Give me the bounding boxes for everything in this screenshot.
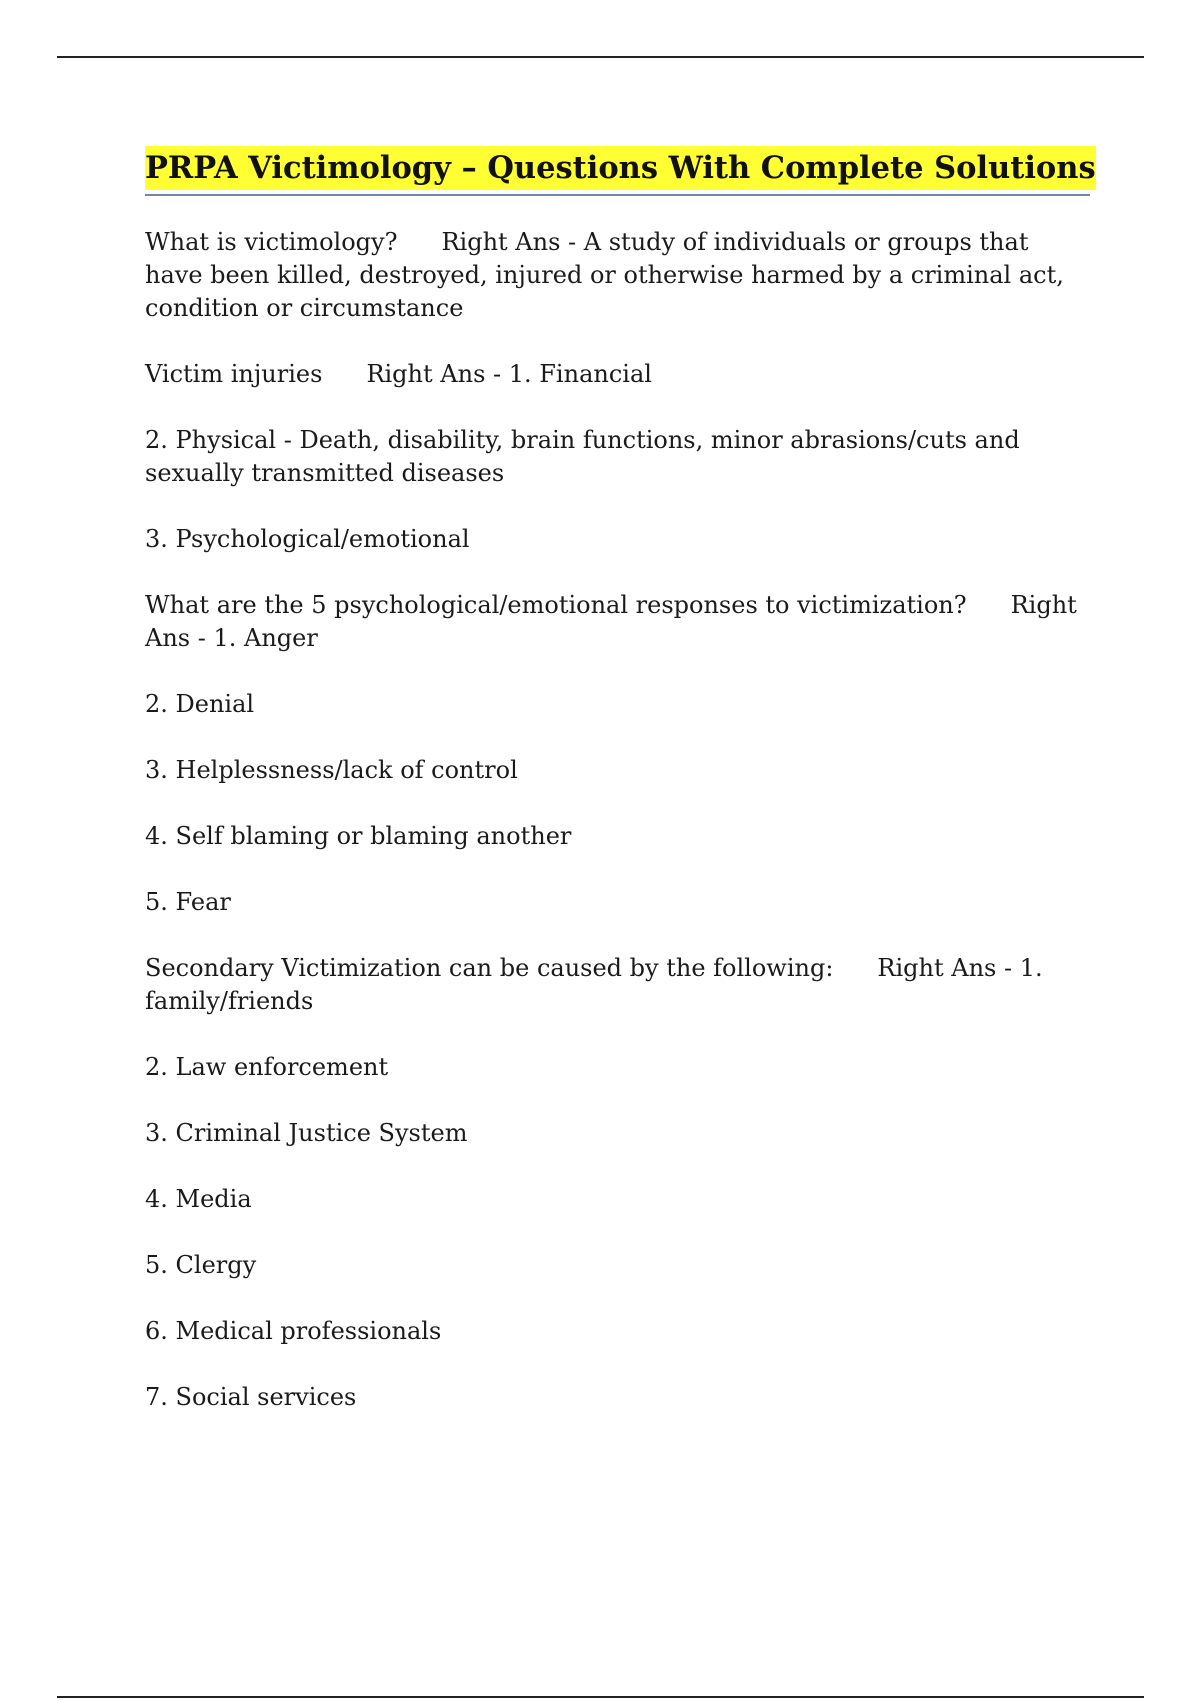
answer-marker: Right Ans -	[366, 360, 509, 388]
answer-line: 3. Criminal Justice System	[145, 1119, 468, 1147]
page-title: PRPA Victimology – Questions With Complete Solutions	[145, 146, 1096, 190]
question-text: Victim injuries	[145, 360, 323, 388]
answer-line: 3. Psychological/emotional	[145, 525, 470, 553]
answer-line: 2. Law enforcement	[145, 1053, 389, 1081]
answer-line: 7. Social services	[145, 1383, 357, 1411]
bottom-rule	[57, 1696, 1144, 1698]
document-body	[145, 146, 1096, 1447]
qa-item	[145, 589, 1090, 655]
qa-item	[145, 226, 1090, 325]
question-text: What is victimology?	[145, 228, 398, 256]
answer-line: 3. Helplessness/lack of control	[145, 756, 518, 784]
answer-line: 2. Physical - Death, disability, brain functions, minor abrasions/cuts and sexually transmitted diseases	[145, 426, 1020, 487]
qa-item	[145, 358, 1090, 391]
answer-line: 2. Denial	[145, 690, 255, 718]
answer-line: 6. Medical professionals	[145, 1317, 442, 1345]
answer-marker: Right Ans -	[145, 591, 1077, 652]
answer-line: 4. Self blaming or blaming another	[145, 822, 572, 850]
qa-item	[145, 952, 1090, 1018]
question-text: Secondary Victimization can be caused by the following:	[145, 954, 834, 982]
answer-line: 4. Media	[145, 1185, 252, 1213]
qa-list	[145, 226, 1090, 1414]
answer-text: 1. Financial	[508, 360, 652, 388]
top-rule	[57, 56, 1144, 58]
answer-text: 1. Anger	[213, 624, 318, 652]
answer-line: 5. Fear	[145, 888, 231, 916]
question-text: What are the 5 psychological/emotional responses to victimization?	[145, 591, 967, 619]
answer-text: 1. family/friends	[145, 954, 1043, 1015]
answer-line: 5. Clergy	[145, 1251, 257, 1279]
title-block	[145, 146, 1096, 196]
answer-text: A study of individuals or groups that have been killed, destroyed, injured or otherwise harmed by a criminal act, condition or circumstance	[145, 228, 1064, 322]
answer-marker: Right Ans -	[877, 954, 1020, 982]
answer-marker: Right Ans -	[441, 228, 584, 256]
